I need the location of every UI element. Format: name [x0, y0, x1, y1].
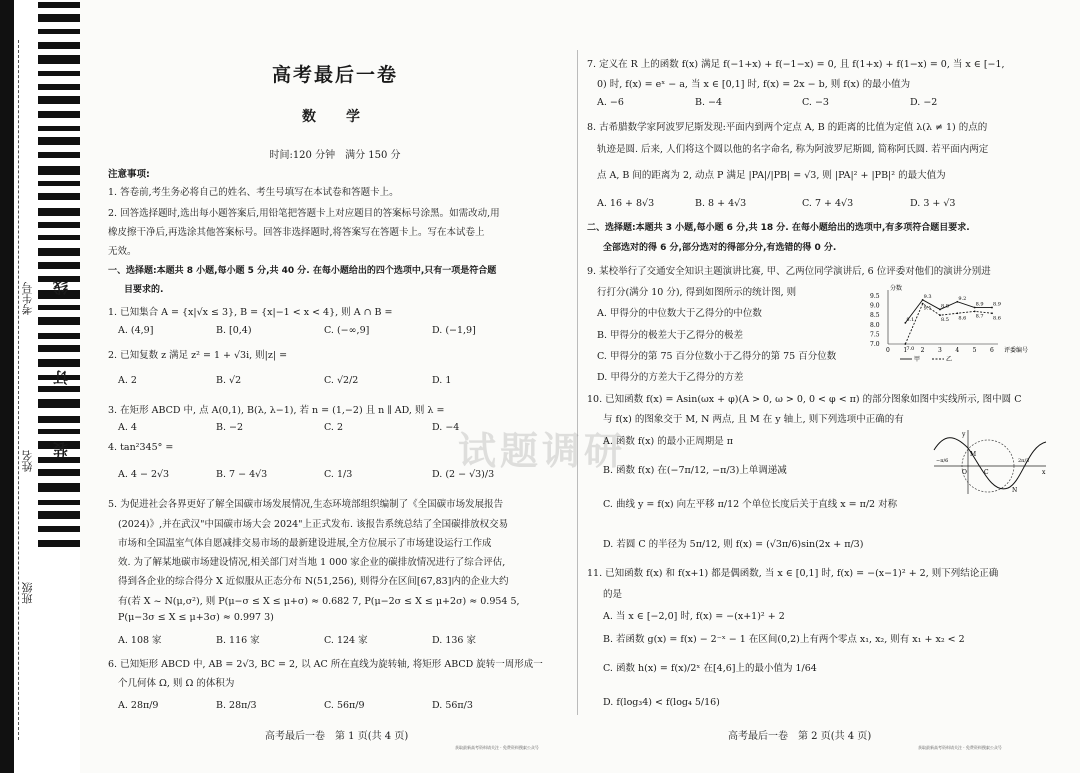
- notice-item-2-cont: 橡皮擦干净后,再选涂其他答案标号。回答非选择题时,将答案写在答题卡上。写在本试卷上: [108, 227, 485, 238]
- page-footer-note-right: 获取最新高考资料请关注 · 免费资料搜索公众号: [918, 745, 1002, 750]
- chart-data-label: 8.9: [993, 301, 1001, 308]
- watermark: 试题调研: [458, 429, 627, 473]
- question-7-line-2: 0) 时, f(x) = eˣ − a, 当 x ∈ [0,1] 时, f(x) = 2x − b, 则 f(x) 的最小值为: [597, 79, 911, 90]
- section-1-heading: 一、选择题:本题共 8 小题,每小题 5 分,共 40 分. 在每小题给出的四个选项中,只有一项是符合题: [108, 266, 497, 276]
- section-2-heading-cont: 全部选对的得 6 分,部分选对的得部分分,有选错的得 0 分.: [603, 243, 837, 253]
- question-3-option-b: B. −2: [216, 422, 244, 433]
- question-9-option-c: C. 甲得分的第 75 百分位数小于乙得分的第 75 百分位数: [597, 351, 837, 362]
- barcode-bar: [38, 540, 80, 547]
- chart-y-tick-label: 7.0: [870, 341, 880, 348]
- chart-point: [974, 310, 976, 312]
- barcode-bar: [38, 96, 80, 104]
- chart-x-label: 评委编号: [1004, 347, 1029, 354]
- chart-x-tick-label: 5: [972, 347, 977, 354]
- chart-series-line-乙: [905, 301, 992, 344]
- graph-label-c: C: [984, 469, 989, 476]
- barcode-bar: [38, 126, 80, 131]
- barcode-bar: [38, 483, 80, 492]
- question-7-option-c: C. −3: [802, 97, 829, 108]
- question-8-line-2: 轨迹是圆. 后来, 人们将这个圆以他的名字命名, 称为阿波罗尼斯圆, 简称阿氏圆. 若平面内两定: [597, 144, 989, 155]
- barcode-bar: [38, 359, 80, 367]
- question-10-option-d: D. 若圆 C 的半径为 5π/12, 则 f(x) = (√3π/6)sin(2x + π/3): [603, 539, 864, 550]
- question-7-option-d: D. −2: [910, 97, 938, 108]
- question-8-option-d: D. 3 + √3: [910, 198, 956, 209]
- examno-label: 考生号: [21, 282, 34, 315]
- question-10-line-1: 10. 已知函数 f(x) = Asin(ωx + φ)(A > 0, ω > 0, 0 < φ < π) 的部分图象如图中实线所示, 图中圆 C: [587, 394, 1022, 405]
- question-7-line-1: 7. 定义在 R 上的函数 f(x) 满足 f(−1+x) + f(−1−x) = 0, 且 f(1+x) + f(1−x) = 0, 当 x ∈ [−1,: [587, 59, 1005, 70]
- barcode-bar: [38, 181, 80, 186]
- question-1-stem: 1. 已知集合 A = {x|√x ≤ 3}, B = {x|−1 < x < 4}, 则 A ∩ B =: [108, 307, 393, 318]
- question-5-line-7: P(μ−3σ ≤ X ≤ μ+3σ) ≈ 0.997 3): [118, 612, 274, 623]
- question-11-option-d: D. f(log₃4) < f(log₄ 5/16): [603, 697, 720, 708]
- chart-y-tick-label: 9.0: [870, 302, 880, 310]
- chart-point: [991, 312, 993, 314]
- barcode-bar: [38, 416, 80, 423]
- barcode-bar: [38, 457, 80, 463]
- name-label: 姓名: [21, 450, 34, 472]
- question-11-line-2: 的是: [603, 589, 623, 600]
- chart-point: [904, 343, 906, 345]
- question-1-option-a: A. (4,9]: [118, 325, 154, 336]
- barcode-bar: [38, 511, 80, 519]
- chart-data-label: 8.8: [941, 303, 949, 310]
- question-11-line-1: 11. 已知函数 f(x) 和 f(x+1) 都是偶函数, 当 x ∈ [0,1] 时, f(x) = −(x−1)² + 2, 则下列结论正确: [587, 568, 999, 579]
- question-9-option-d: D. 甲得分的方差大于乙得分的方差: [597, 372, 744, 383]
- barcode-bar: [38, 429, 80, 434]
- question-5-option-c: C. 124 家: [324, 635, 368, 646]
- barcode-bar: [38, 71, 80, 76]
- question-3-stem: 3. 在矩形 ABCD 中, 点 A(0,1), B(λ, λ−1), 若 n = (1,−2) 且 n ∥ AD, 则 λ =: [108, 405, 445, 416]
- question-2-option-a: A. 2: [118, 375, 137, 386]
- binding-dashed-line: [18, 40, 19, 740]
- page-footer-left: 高考最后一卷 第 1 页(共 4 页): [265, 731, 409, 742]
- question-6-option-a: A. 28π/9: [118, 700, 159, 711]
- barcode-bar: [38, 137, 80, 145]
- exam-time-info: 时间:120 分钟 满分 150 分: [269, 150, 401, 161]
- page-footer-right: 高考最后一卷 第 2 页(共 4 页): [728, 731, 872, 742]
- barcode-bar: [38, 193, 80, 200]
- chart-data-label: 8.9: [975, 301, 984, 308]
- barcode-bar: [38, 222, 80, 228]
- exam-title: 高考最后一卷: [271, 64, 398, 86]
- graph-label-left: −π/6: [936, 458, 949, 464]
- barcode-bar: [38, 14, 80, 22]
- question-5-line-3: 市场和全国温室气体自愿减排交易市场的最新建设进展,全方位展示了市场建设运行工作成: [118, 538, 492, 549]
- graph-label-n: N: [1012, 487, 1018, 494]
- binding-strip: [0, 0, 80, 773]
- question-5-line-1: 5. 为促进社会各界更好了解全国碳市场发展情况,生态环境部组织编制了《全国碳市场发展报告: [108, 499, 504, 510]
- question-10-option-c: C. 曲线 y = f(x) 向左平移 π/12 个单位长度后关于直线 x = π/2 对称: [603, 499, 898, 510]
- question-3-option-d: D. −4: [432, 422, 460, 433]
- chart-x-tick-label: 6: [990, 347, 994, 354]
- question-3-option-a: A. 4: [118, 422, 137, 433]
- question-8-line-3: 点 A, B 间的距离为 2, 动点 P 满足 |PA|/|PB| = √3, 则 |PA|² + |PB|² 的最大值为: [597, 170, 946, 181]
- graph-label-m: M: [970, 451, 977, 458]
- chart-y-label: 分数: [890, 285, 903, 292]
- question-9-line-2: 行打分(满分 10 分), 得到如图所示的统计图, 则: [597, 287, 797, 298]
- question-5-line-4: 效. 为了解某地碳市场建设情况,相关部门对当地 1 000 家企业的碳排放情况进行了综合评估,: [118, 557, 506, 568]
- barcode-bar: [38, 248, 80, 256]
- question-11-option-c: C. 函数 h(x) = f(x)/2ˣ 在[4,6]上的最小值为 1/64: [603, 663, 817, 674]
- barcode-bar: [38, 333, 80, 339]
- barcode-bar: [38, 469, 80, 476]
- question-9-line-1: 9. 某校举行了交通安全知识主题演讲比赛, 甲、乙两位同学演讲后, 6 位评委对他们的演讲分别进: [587, 266, 991, 277]
- question-5-option-d: D. 136 家: [432, 635, 476, 646]
- section-1-heading-cont: 目要求的.: [124, 285, 164, 295]
- chart-point: [956, 312, 958, 314]
- graph-label-x: x: [1042, 469, 1046, 476]
- barcode-bar: [38, 317, 80, 325]
- barcode-bar: [38, 235, 80, 240]
- question-6-option-b: B. 28π/3: [216, 700, 257, 711]
- chart-data-label: 9.2: [958, 295, 967, 302]
- question-4-stem: 4. tan²345° =: [108, 442, 174, 453]
- question-10-option-b: B. 函数 f(x) 在(−7π/12, −π/3)上单调递减: [603, 465, 787, 476]
- question-1-option-d: D. (−1,9]: [432, 325, 476, 336]
- question-5-option-a: A. 108 家: [118, 635, 162, 646]
- question-6-line-1: 6. 已知矩形 ABCD 中, AB = 2√3, BC = 2, 以 AC 所在直线为旋转轴, 将矩形 ABCD 旋转一周形成一: [108, 659, 543, 670]
- notice-heading: 注意事项:: [108, 169, 150, 180]
- binding-char-zhuang: 装: [52, 442, 70, 457]
- binding-char-line: 线: [52, 280, 70, 295]
- question-7-option-b: B. −4: [695, 97, 723, 108]
- class-label: 班级: [21, 582, 34, 604]
- question-5-option-b: B. 116 家: [216, 635, 260, 646]
- question-11-option-a: A. 当 x ∈ [−2,0] 时, f(x) = −(x+1)² + 2: [603, 611, 785, 622]
- question-4-option-c: C. 1/3: [324, 469, 353, 480]
- barcode-bar: [38, 2, 80, 8]
- question-2-option-c: C. √2/2: [324, 375, 359, 386]
- chart-data-label: 8.5: [941, 317, 949, 324]
- barcode-bar: [38, 42, 80, 49]
- chart-y-tick-label: 8.0: [870, 321, 880, 329]
- graph-label-right: 2π/3: [1018, 458, 1030, 464]
- question-3-option-c: C. 2: [324, 422, 344, 433]
- chart-x-tick-label: 1: [903, 347, 908, 354]
- question-2-stem: 2. 已知复数 z 满足 z² = 1 + √3i, 则|z| =: [108, 350, 288, 361]
- chart-x-tick-label: 0: [886, 347, 890, 354]
- sine-circle-graph: [930, 428, 1050, 498]
- question-9-option-b: B. 甲得分的极差大于乙得分的极差: [597, 330, 744, 341]
- question-9-option-a: A. 甲得分的中位数大于乙得分的中位数: [597, 308, 762, 319]
- barcode-bar: [38, 345, 80, 352]
- question-11-option-b: B. 若函数 g(x) = f(x) − 2⁻ˣ − 1 在区间(0,2)上有两个零点 x₁, x₂, 则有 x₁ + x₂ < 2: [603, 634, 965, 645]
- question-5-line-2: (2024)》,并在武汉"中国碳市场大会 2024"上正式发布. 该报告系统总结了全国碳排放权交易: [118, 519, 509, 530]
- chart-y-tick-label: 9.5: [870, 293, 880, 300]
- question-10-option-a: A. 函数 f(x) 的最小正周期是 π: [603, 436, 733, 447]
- question-2-option-d: D. 1: [432, 375, 452, 386]
- question-6-option-c: C. 56π/9: [324, 700, 365, 711]
- binding-char-ding: 订: [52, 370, 70, 385]
- barcode-bar: [38, 386, 80, 392]
- chart-legend-label: 乙: [946, 356, 953, 363]
- question-8-option-a: A. 16 + 8√3: [597, 198, 655, 209]
- notice-item-2: 2. 回答选择题时,选出每小题答案后,用铅笔把答题卡上对应题目的答案标号涂黑。如需改动,用: [108, 208, 500, 219]
- question-8-line-1: 8. 古希腊数学家阿波罗尼斯发现:平面内到两个定点 A, B 的距离的比值为定值 λ(λ ≠ 1) 的点的: [587, 122, 988, 133]
- binding-barcode: [38, 0, 80, 773]
- page-footer-note-left: 获取最新高考资料请关注 · 免费资料搜索公众号: [455, 745, 539, 750]
- column-divider: [577, 50, 578, 715]
- question-4-option-b: B. 7 − 4√3: [216, 469, 268, 480]
- question-8-option-b: B. 8 + 4√3: [695, 198, 747, 209]
- question-7-option-a: A. −6: [597, 97, 624, 108]
- question-6-option-d: D. 56π/3: [432, 700, 473, 711]
- question-6-line-2: 个几何体 Ω, 则 Ω 的体积为: [118, 678, 235, 689]
- chart-data-label: 8.6: [993, 315, 1001, 322]
- chart-x-tick-label: 3: [938, 347, 942, 354]
- question-1-option-c: C. (−∞,9]: [324, 325, 370, 336]
- exam-subject: 数 学: [302, 109, 368, 125]
- chart-y-tick-label: 7.5: [870, 331, 880, 339]
- graph-label-y: y: [962, 431, 966, 438]
- binding-black-stripe: [0, 0, 14, 773]
- question-8-option-c: C. 7 + 4√3: [802, 198, 854, 209]
- graph-label-o: O: [962, 469, 967, 476]
- question-5-line-6: 有(若 X ~ N(μ,σ²), 则 P(μ−σ ≤ X ≤ μ+σ) ≈ 0.682 7, P(μ−2σ ≤ X ≤ μ+2σ) ≈ 0.954 5,: [118, 596, 520, 607]
- chart-legend-label: 甲: [914, 356, 921, 363]
- chart-data-label: 9.3: [923, 293, 932, 300]
- barcode-bar: [38, 111, 80, 118]
- barcode-bar: [38, 305, 80, 310]
- question-10-line-2: 与 f(x) 的图象交于 M, N 两点, 且 M 在 y 轴上, 则下列选项中正确的有: [603, 414, 904, 425]
- question-1-option-b: B. [0,4): [216, 325, 252, 336]
- question-4-option-d: D. (2 − √3)/3: [432, 469, 495, 480]
- barcode-bar: [38, 526, 80, 532]
- chart-data-label: 8.1: [906, 316, 915, 323]
- barcode-bar: [38, 399, 80, 408]
- barcode-bar: [38, 29, 80, 34]
- section-2-heading: 二、选择题:本题共 3 小题,每小题 6 分,共 18 分. 在每小题给出的选项中,有多项符合题目要求.: [587, 223, 970, 233]
- question-5-line-5: 得到各企业的综合得分 X 近似服从正态分布 N(51,256), 则得分在区间[67,83]内的企业大约: [118, 576, 509, 587]
- barcode-bar: [38, 262, 80, 269]
- chart-data-label: 9.1: [923, 305, 932, 312]
- barcode-bar: [38, 208, 80, 216]
- chart-x-tick-label: 4: [955, 347, 960, 354]
- notice-item-1: 1. 答卷前,考生务必将自己的姓名、考生号填写在本试卷和答题卡上。: [108, 187, 399, 198]
- chart-data-label: 8.6: [958, 315, 967, 322]
- barcode-bar: [38, 166, 80, 175]
- barcode-bar: [38, 152, 80, 158]
- question-2-option-b: B. √2: [216, 375, 242, 386]
- chart-data-label: 8.7: [975, 313, 984, 320]
- chart-x-tick-label: 2: [920, 347, 925, 354]
- chart-y-tick-label: 8.5: [870, 312, 880, 320]
- barcode-bar: [38, 84, 80, 90]
- chart-point: [922, 303, 924, 305]
- chart-point: [939, 314, 941, 316]
- question-4-option-a: A. 4 − 2√3: [118, 469, 170, 480]
- chart-data-label: 7.0: [906, 346, 915, 352]
- barcode-bar: [38, 55, 80, 64]
- score-line-chart: [866, 282, 1036, 364]
- notice-item-2-end: 无效。: [108, 246, 137, 257]
- barcode-bar: [38, 500, 80, 505]
